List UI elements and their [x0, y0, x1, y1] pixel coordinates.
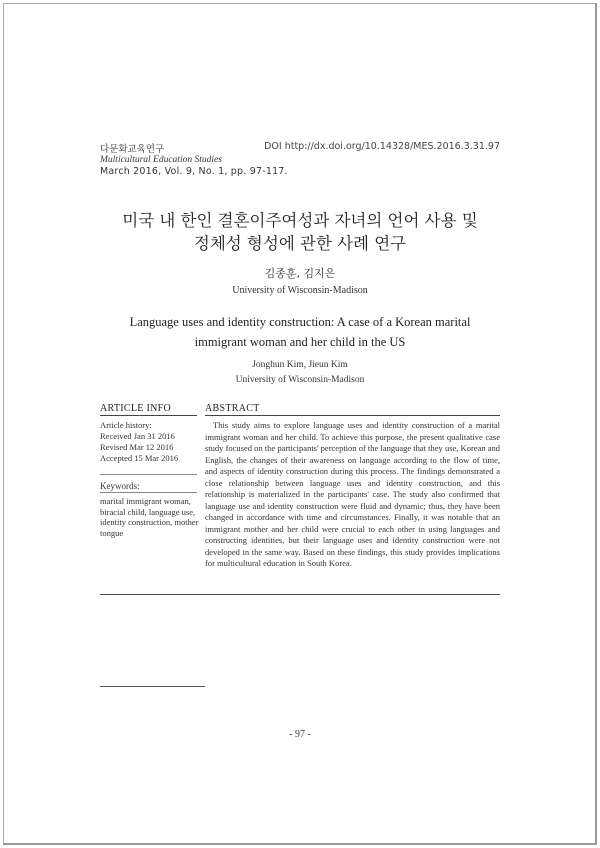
korean-title [100, 209, 500, 255]
affiliation-english-section: University of Wisconsin-Madison [235, 375, 365, 385]
keywords-list: marital immigrant woman, biracial child, language use, identity construction, mother tongue [100, 496, 199, 538]
issue-info: March 2016, Vol. 9, No. 1, pp. 97-117. [100, 166, 288, 177]
accepted-date: Accepted 15 Mar 2016 [100, 453, 179, 463]
history-label: Article history: [100, 420, 152, 430]
article-history [100, 420, 178, 464]
english-title-line-2: immigrant woman and her child in the US [194, 335, 406, 349]
english-title-line-1: Language uses and identity construction: A case of a Korean marital [129, 315, 471, 329]
english-authors: Jonghun Kim, Jieun Kim [252, 360, 348, 370]
history-divider [100, 474, 197, 475]
doi-link[interactable]: DOI http://dx.doi.org/10.14328/MES.2016.3.31.97 [264, 141, 500, 152]
journal-title-korean: 다문화교육연구 [100, 144, 165, 155]
received-date: Received Jan 31 2016 [100, 431, 175, 441]
korean-title-line-1: 미국 내 한인 결혼이주여성과 자녀의 언어 사용 및 [122, 211, 478, 230]
abstract-heading: ABSTRACT [205, 403, 260, 414]
footnote-rule [100, 686, 205, 687]
keywords-divider [100, 492, 197, 493]
korean-authors: 김종훈, 김지은 [264, 267, 336, 280]
abstract-rule [205, 415, 500, 416]
english-title [100, 312, 500, 352]
affiliation-korean-section: University of Wisconsin-Madison [232, 285, 368, 296]
article-info-rule [100, 415, 197, 416]
revised-date: Revised Mar 12 2016 [100, 442, 174, 452]
keywords-label: Keywords: [100, 481, 140, 491]
journal-title-english: Multicultural Education Studies [100, 155, 222, 165]
page-number: - 97 - [289, 729, 311, 740]
abstract-text: This study aims to explore language uses and identity construction of a marital immigrant woman and her child. To achieve this purpose, the present qualitative case study focused on the participants' perception of the language that they use, Korean and English, the changes of their awareness on language according to the flow of time, and aspects of identity construction during this process. The findings demonstrated a close relationship between language uses and identity construction, and this relationship is materialized in the participants' case. The study also confirmed that language use and identity construction were fluid and dynamic; thus, they have been changed in accordance with time and circumstances. Finally, it was notable that an immigrant mother and her child were crucial to each other in using languages and constructing identities, but their language uses and identity construction were not developed in the same way. Based on these findings, this study provides implications for multicultural education in South Korea. [205, 420, 500, 568]
article-info-heading: ARTICLE INFO [100, 403, 172, 414]
korean-title-line-2: 정체성 형성에 관한 사례 연구 [193, 234, 407, 253]
front-matter-bottom-rule [100, 594, 500, 595]
